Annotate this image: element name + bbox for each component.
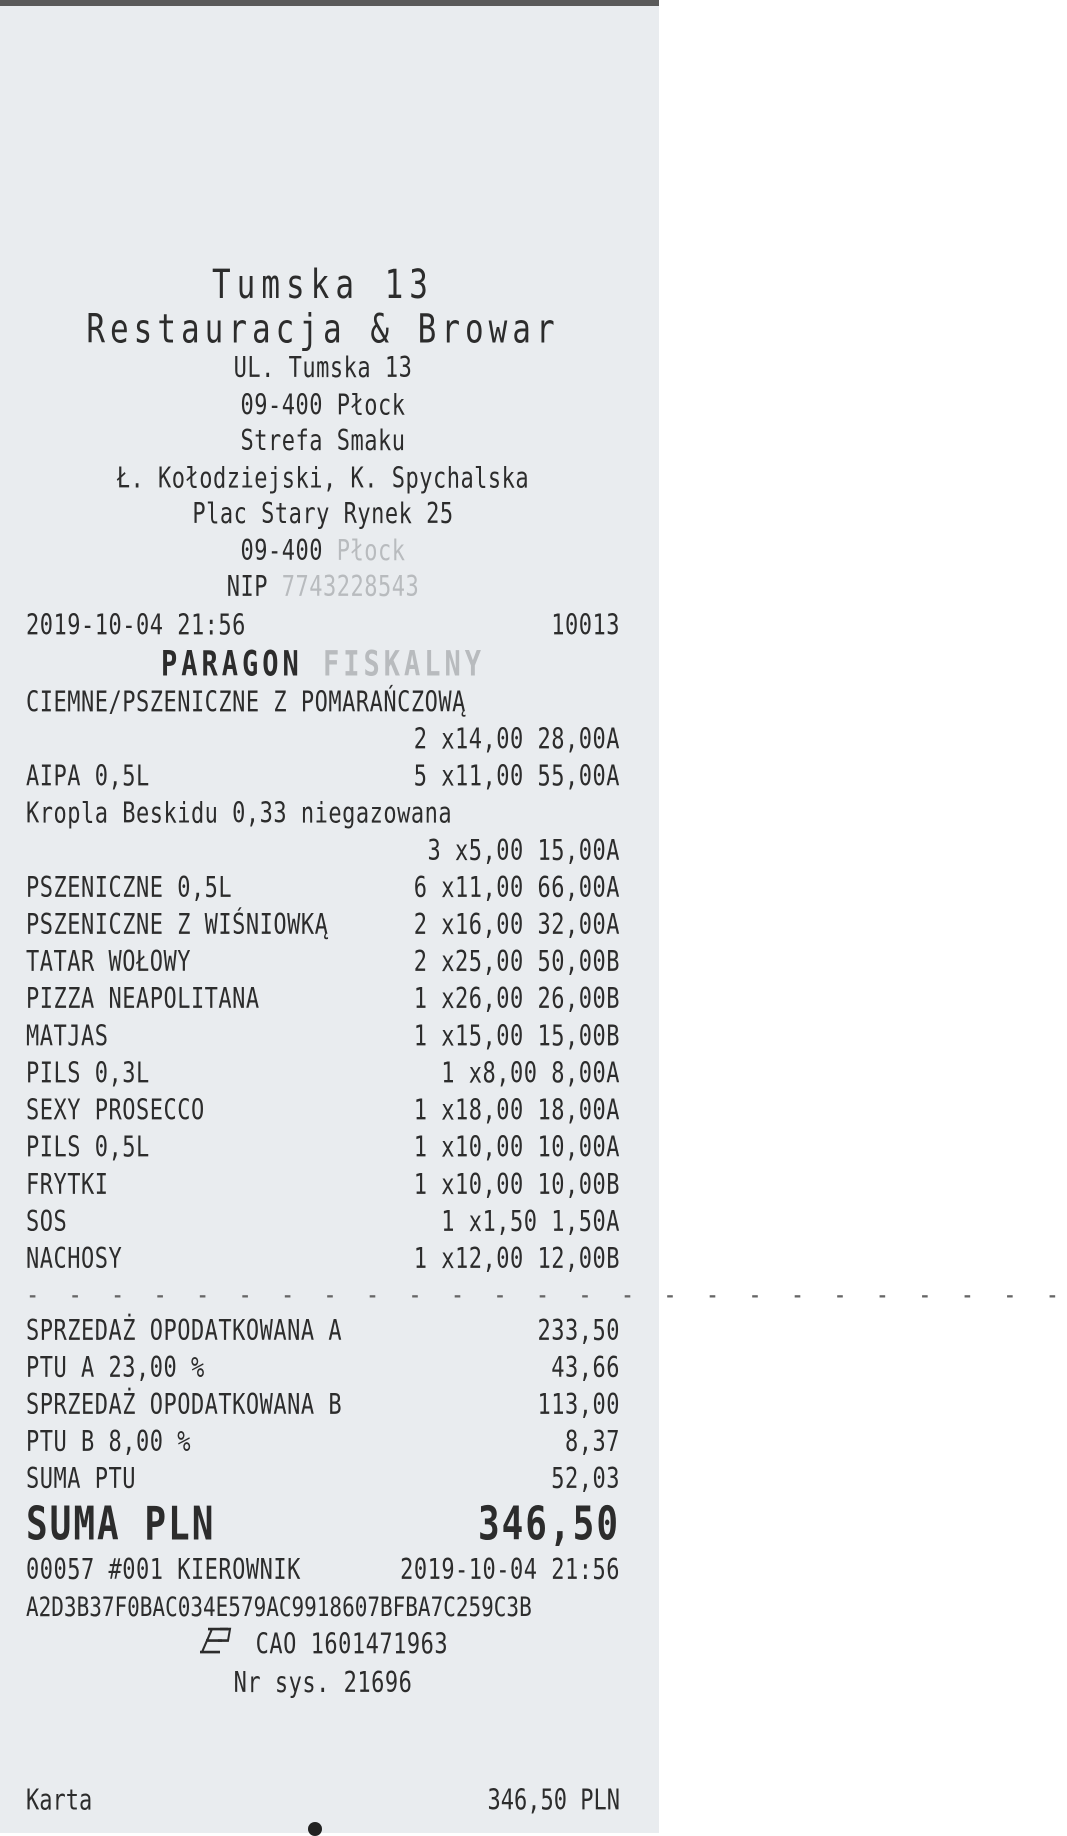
nip: NIP 7743228543 [226,571,420,604]
street-address: UL. Tumska 13 [233,352,413,385]
tax-row: PTU A 23,00 % 43,66 [26,1351,620,1384]
receipt-hash: A2D3B37F0BAC034E579AC9918607BFBA7C259C3B [26,1591,532,1622]
item-row: NACHOSY 1 x12,00 12,00B [26,1243,620,1276]
register-row: 00057 #001 KIEROWNIK 2019-10-04 21:56 [26,1554,620,1587]
tax-row: PTU B 8,00 % 8,37 [26,1426,620,1459]
total-label: SUMA PLN [26,1497,216,1551]
item-row: PILS 0,3L 1 x8,00 8,00A [26,1057,620,1090]
item-row: FRYTKI 1 x10,00 10,00B [26,1168,620,1201]
top-edge [0,0,659,6]
item-name: Kropla Beskidu 0,33 niegazowana [26,797,453,830]
item-price-line: 2 x14,00 28,00A [413,723,620,756]
separator: - - - - - - - - - - - - - - - - - - - - - - - - - [26,1278,1067,1311]
cao-row: CAO 1601471963 [26,1626,620,1664]
item-price-line: 3 x5,00 15,00A [427,834,620,867]
item-row: PIZZA NEAPOLITANA 1 x26,00 26,00B [26,983,620,1016]
receipt-title: PARAGON FISKALNY [160,644,486,684]
owners: Ł. Kołodziejski, K. Spychalska [116,462,530,495]
receipt-datetime: 2019-10-04 21:56 [26,609,246,642]
item-row: PILS 0,5L 1 x10,00 10,00A [26,1131,620,1164]
item-row: MATJAS 1 x15,00 15,00B [26,1020,620,1053]
nr-sys: Nr sys. 21696 [233,1666,413,1699]
item-row: SOS 1 x1,50 1,50A [26,1206,620,1238]
receipt-number: 10013 [551,609,620,642]
city-address: 09-400 Płock [240,389,406,422]
paper-mark [308,1822,322,1836]
business-name: Tumska 13 [212,262,434,309]
company-street: Plac Stary Rynek 25 [192,498,454,531]
company-city: 09-400 Płock [240,535,406,568]
item-row: SEXY PROSECCO 1 x18,00 18,00A [26,1094,620,1127]
item-row: PSZENICZNE 0,5L 6 x11,00 66,00A [26,871,620,904]
item-row: TATAR WOŁOWY 2 x25,00 50,00B [26,946,620,979]
total-row [26,1498,620,1552]
item-list [26,684,620,1278]
item-row: PSZENICZNE Z WIŚNIOWKĄ 2 x16,00 32,00A [26,909,620,942]
payment-method: Karta [26,1785,93,1817]
item-name: CIEMNE/PSZENICZNE Z POMARAŃCZOWĄ [26,686,466,719]
tax-row: SUMA PTU 52,03 [26,1463,620,1496]
fiscal-logo-icon [198,1626,234,1664]
payment-amount: 346,50 PLN [487,1785,620,1817]
company-name: Strefa Smaku [240,425,406,458]
receipt-meta [26,607,620,644]
item-row: AIPA 0,5L 5 x11,00 55,00A [26,760,620,793]
receipt-body [26,262,1067,1701]
payment-row [26,1785,620,1817]
tax-row: SPRZEDAŻ OPODATKOWANA A 233,50 [26,1314,620,1347]
total-value: 346,50 [477,1497,620,1551]
business-subtitle: Restauracja & Browar [86,306,560,353]
tax-row: SPRZEDAŻ OPODATKOWANA B 113,00 [26,1389,620,1422]
